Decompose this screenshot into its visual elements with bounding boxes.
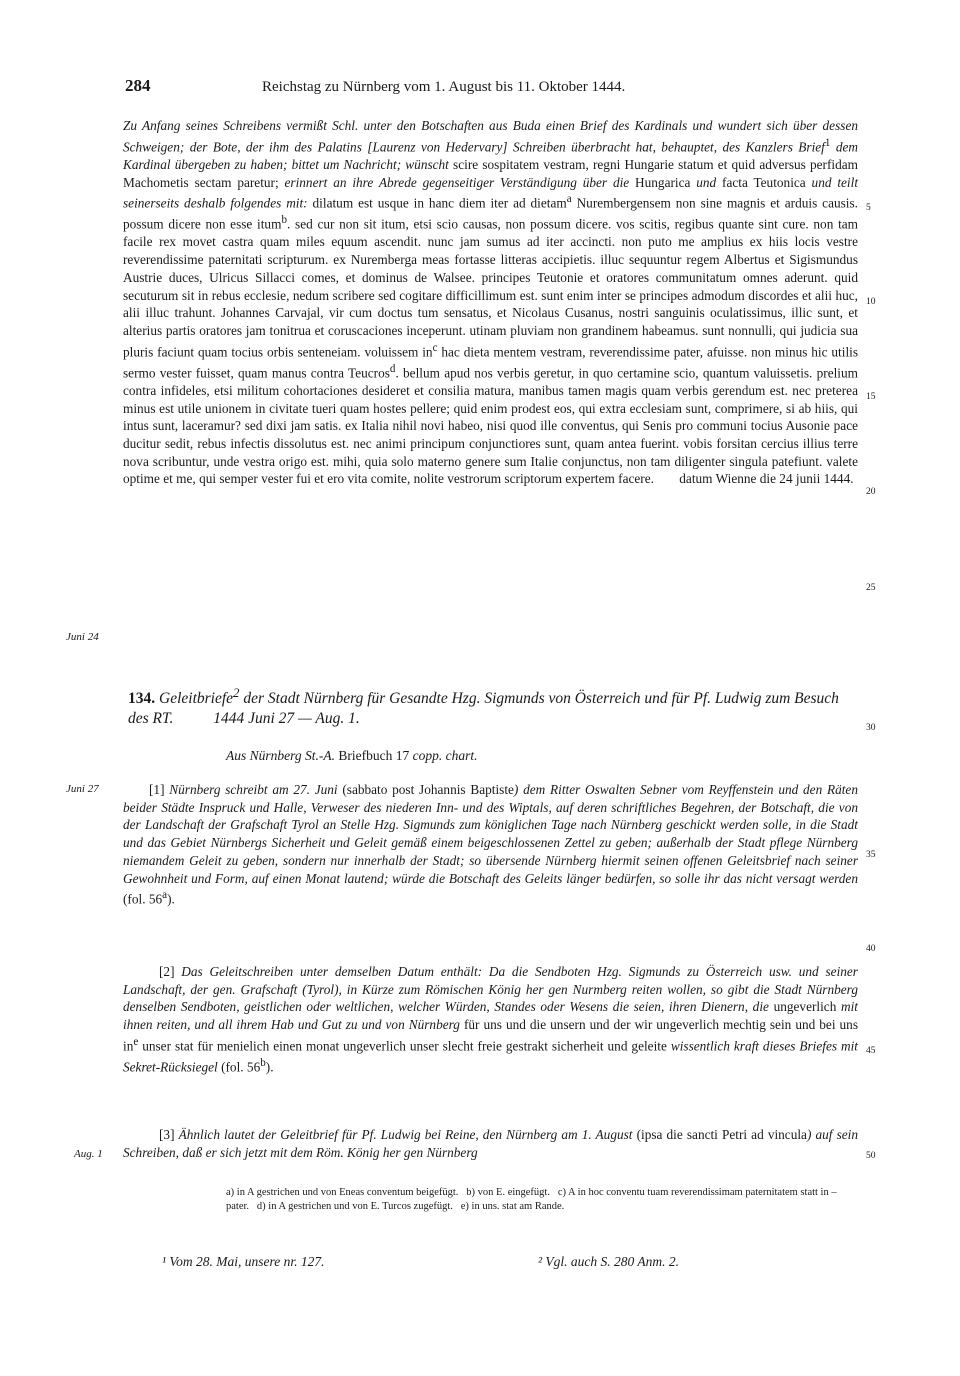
para-roman: (fol. 56 (123, 891, 163, 907)
apparatus-note-e: e) in uns. stat am Rande. (460, 1201, 565, 1212)
line-number: 30 (866, 723, 876, 733)
latin-text: . bellum apud nos verbis geretur, in quo certamine scio, quantum valuissetis. prelium contra infideles, etsi militum cohortaciones desideret et consilia matura, manibus tamen magis quam verbis gerendum est. nec preterea minus est utile unionem in civitate tueri quam hostes pellere; quid enim prodest eos, qui extra ecclesiam sunt, comprimere, si ab hiis, qui intus sunt, laceramur? sed dixi jam satis. ex Italia nihil novi habeo, nisi quod ille conventus, qui Senis pro communi tocius Ausonie pace ducitur sedit, rebus infectis dissolutus est. nec animi principum conjunctiores sunt, quam antea fuerint. vobis forsitan cercius illius terre nova scribuntur, unde vestra origo est. mihi, quia solo materno genere sum Italie conjunctus, non tam diligenter singula patefiunt. valete optime et me, qui semper vester fui et ero vita comite, nolite vestrorum scriptorum expertem facere. (123, 365, 858, 487)
paragraph-number: [1] (149, 782, 165, 797)
latin-text: Nurembergensem non sine magnis et arduis causis. possum dicere non esse itum (123, 195, 858, 232)
line-number: 40 (866, 944, 876, 954)
footnote-1: ¹ Vom 28. Mai, unsere nr. 127. (162, 1254, 325, 1269)
apparatus-ref: a (162, 889, 168, 902)
line-number: 15 (866, 392, 876, 402)
para-italic: Das Geleitschreiben unter demselben Datum enthält: Da die Sendboten Hzg. Sigmunds zu Österreich usw. und seiner Landschaft, der gen. Grafschaft (Tyrol), in Kürze zum Römischen König her gen Nurmberg reiten wollen, so gibt die Stadt Nürnberg denselben Sendboten, geistlichen oder weltlichen, welcher Würden, Standes oder Wesens die seien, ihren Dienern, die (123, 964, 858, 1015)
line-number: 35 (866, 850, 876, 860)
line-number: 20 (866, 487, 876, 497)
latin-text: Hungarica (629, 174, 697, 190)
latin-text: facta Teutonica (716, 174, 812, 190)
paragraph-2 (123, 963, 858, 1076)
footnote-2: ² Vgl. auch S. 280 Anm. 2. (538, 1254, 680, 1269)
para-roman: (sabbato post Johannis Baptiste (337, 782, 514, 797)
dateline: datum Wienne die 24 junii 1444. (679, 471, 854, 487)
apparatus-ref: d (389, 362, 396, 375)
para-roman: für uns und die unsern und der wir ungeverlich mechtig sein und bei uns in (123, 1017, 858, 1054)
latin-text: dilatum est usque in hanc diem iter ad dietam (307, 195, 567, 211)
letter-intro-2: dem Kardinal übergeben zu haben; bittet um Nachricht; wünscht (123, 139, 858, 172)
german-word: und (696, 174, 717, 190)
letter-text (123, 117, 858, 488)
margin-note: Juni 27 (66, 783, 99, 795)
source-book: Briefbuch 17 (335, 748, 413, 763)
paragraph-3 (123, 1126, 858, 1161)
critical-apparatus (226, 1186, 860, 1214)
entry-title-2: der Stadt Nürnberg für Gesandte Hzg. Sigmunds von Österreich und für Pf. Ludwig zum Besuch des RT. (128, 690, 839, 728)
line-number: 10 (866, 297, 876, 307)
footnote-ref: 2 (233, 685, 240, 700)
para-roman: ). (167, 891, 175, 907)
entry-heading (128, 683, 848, 729)
margin-note: Aug. 1 (74, 1148, 103, 1160)
para-roman: ). (265, 1059, 274, 1075)
line-number: 50 (866, 1151, 876, 1161)
source-archive: Aus Nürnberg St.-A. (226, 748, 335, 763)
apparatus-note-c: c) A in hoc conventu tuam reverendissimam paternitatem statt in – pater. (226, 1187, 837, 1212)
apparatus-ref: e (133, 1035, 139, 1048)
german-summary: erinnert an ihre Abrede gegenseitiger Verständigung über die (284, 174, 630, 190)
entry-date: 1444 Juni 27 — Aug. 1. (213, 710, 360, 728)
paragraph-number: [2] (159, 964, 175, 979)
para-italic: wissentlich kraft dieses Briefes mit Sekret-Rücksiegel (123, 1038, 858, 1075)
para-italic: ) dem Ritter Oswalten Sebner vom Reyffenstein und den Räten beider Städte Inspruck und Halle, Verweser des niederen Inn- und des Wiptals, auf deren schriftliches Begehren, der Botschaft, die von der Landschaft der Grafschaft Tyrol an Stelle Hzg. Sigmunds zum königlichen Tage nach Nürnberg geschickt werden solle, in die Stadt und das Gebiet Nürnbergs Sicherheit und Geleit gemäß einem beigeschlossenen Zettel zu geben; außerhalb der Stadt pflege Nürnberg niemandem Geleit zu geben, sondern nur innerhalb der Stadt; so übersende Nürnberg hiermit seinen offenen Geleitsbrief nach seiner Gewohnheit und Form, auf einen Monat lautend; würde die Botschaft des Geleits länger bedürfen, so solle ihr das nicht versagt werden (123, 782, 858, 886)
line-number: 45 (866, 1046, 876, 1056)
apparatus-ref: c (432, 341, 438, 354)
para-roman: ungeverlich (768, 999, 841, 1015)
entry-number: 134. (128, 690, 156, 708)
paragraph-number: [3] (159, 1127, 175, 1142)
apparatus-ref: b (281, 214, 287, 227)
apparatus-note-b: b) von E. eingefügt. (466, 1187, 550, 1198)
para-roman: unser stat für menielich einen monat ungeverlich unser slecht freie gestrakt sicherheit und geleite (138, 1038, 671, 1054)
footnote-ref: 1 (824, 136, 831, 149)
source-kind: copp. chart. (412, 748, 478, 763)
latin-text: hac dieta mentem vestram, reverendissime pater, afuisse. non minus hic utilis sermo vester fuisset, quam manus contra Teucros (123, 344, 859, 381)
page-number: 284 (125, 76, 151, 95)
entry-title: Geleitbriefe (155, 690, 234, 708)
latin-text: . sed cur non sit itum, etsi scio causas, non possum dicere. vos scitis, regibus quante sint cure. non tam facile rex movet castra quam miles equum ascendit. nunc jam sumus ad iter accincti. non puto me amplius ex hiis locis vestre reverendissime paternitati scripturum. ex Nuremberga meas fortasse litteras accipietis. illuc sequuntur regem Albertus et Sigismundus Austrie duces, Ulricus Sillacci comes, et dominus de Walsee. principes Teutonie et oratores communitatum omnes aderunt. quid secuturum sit in rebus ecclesie, nedum scribere sed cogitare difficillimum est. sunt enim inter se principes admodum discordes et alii huc, alii illuc trahunt. Johannes Carvajal, vir cum doctus tum sensatus, et Nicolaus Cusanus, nostri sanguinis oculatissimus, illic sunt, et alterius partis oratores jam tonitrua et coruscaciones inceperunt. utinam pluviam non grandinem habeamus. sunt nonnulli, qui judicia sua pluris faciunt quam tocius orbis senteneiam. voluissem in (123, 216, 859, 360)
source-line (226, 748, 477, 764)
para-italic: ) auf sein Schreiben, daß er sich jetzt mit dem Röm. König her gen Nürnberg (123, 1127, 858, 1160)
para-italic: mit ihnen reiten, und all ihrem Hab und Gut zu und von Nürnberg (123, 999, 858, 1033)
letter-intro: Zu Anfang seines Schreibens vermißt Schl. unter den Botschaften aus Buda einen Brief des Kardinals und wundert sich über dessen Schweigen; der Bote, der ihm des Palatins [Laurenz von Hedervary] Schreiben überbracht hat, behauptet, des Kanzlers Brief (123, 118, 858, 155)
latin-text: scire sospitatem vestram, regni Hungarie statum et quid adversus perfidam Machometis sectam paretur; (123, 156, 859, 190)
para-italic: Ähnlich lautet der Geleitbrief für Pf. Ludwig bei Reine, den Nürnberg am 1. August (174, 1127, 633, 1142)
paragraph-1 (123, 781, 858, 908)
apparatus-ref: b (260, 1056, 266, 1069)
margin-note: Juni 24 (66, 631, 99, 643)
german-summary: und teilt seinerseits deshalb folgendes mit: (123, 174, 859, 211)
apparatus-note-d: d) in A gestrichen und von E. Turcos zugefügt. (256, 1201, 453, 1212)
apparatus-note-a: a) in A gestrichen und von Eneas conventum beigefügt. (226, 1187, 459, 1198)
apparatus-ref: a (566, 193, 572, 206)
para-italic: Nürnberg schreibt am 27. Juni (164, 782, 338, 797)
line-number: 25 (866, 583, 876, 593)
line-number: 5 (866, 203, 871, 213)
para-roman: (ipsa die sancti Petri ad vincula (632, 1127, 807, 1142)
para-roman: (fol. 56 (217, 1059, 261, 1075)
running-title: Reichstag zu Nürnberg vom 1. August bis 11. Oktober 1444. (262, 79, 626, 95)
